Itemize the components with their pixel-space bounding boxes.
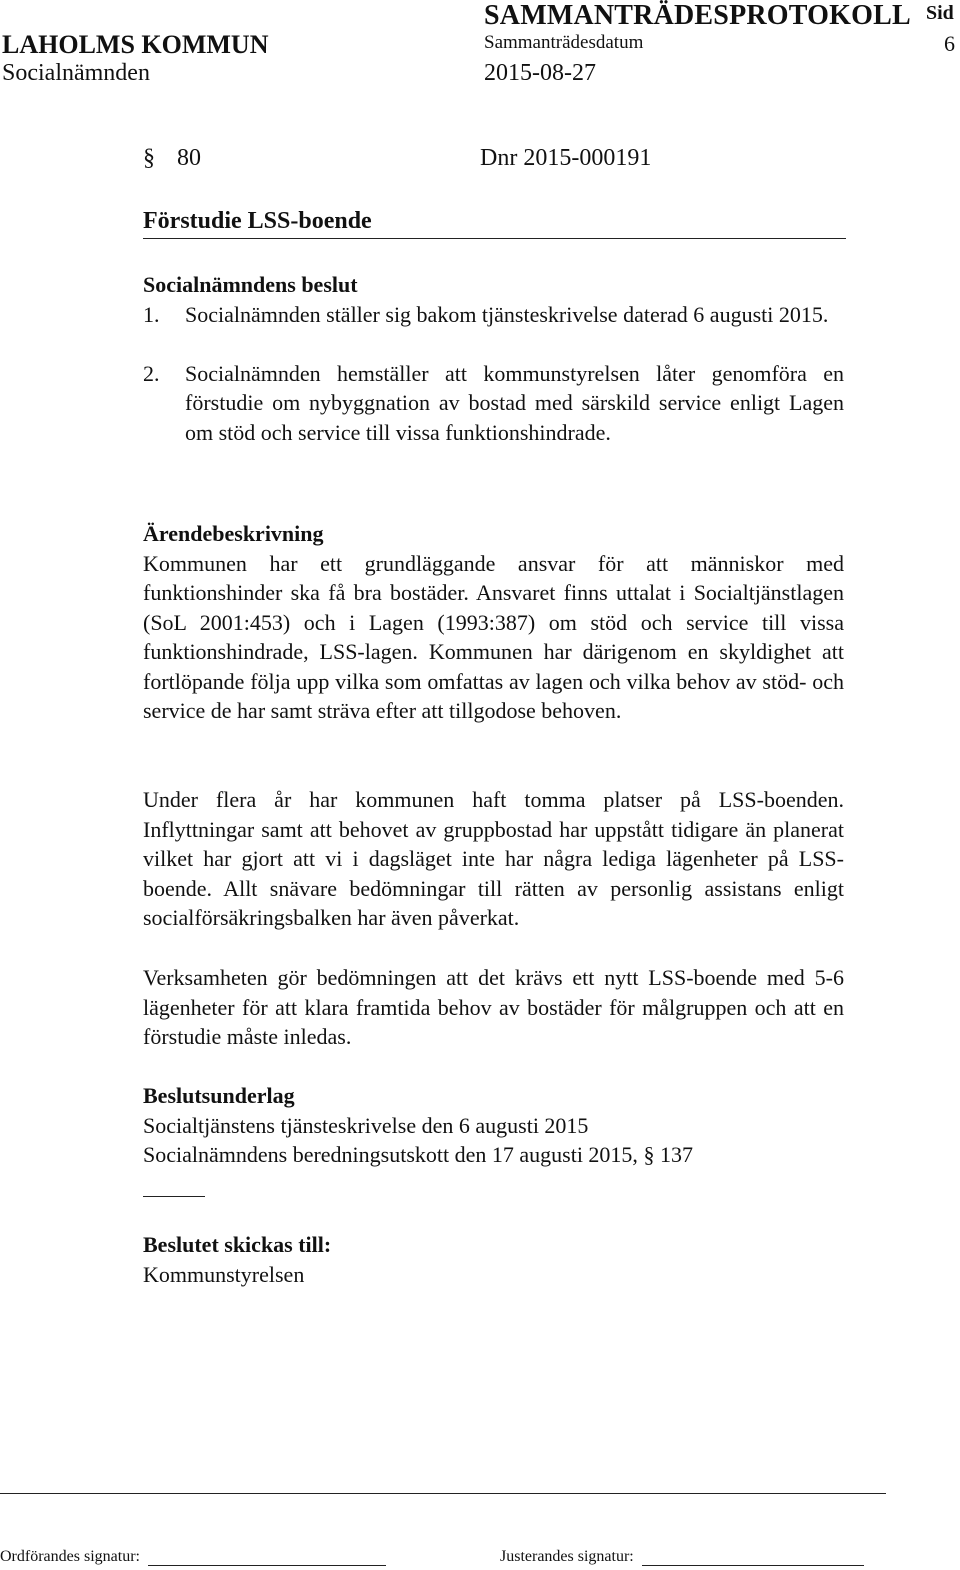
recipients-block (143, 1230, 844, 1289)
decision-item (143, 300, 844, 330)
meeting-date: 2015-08-27 (484, 60, 596, 86)
paragraph-symbol: § (643, 1142, 655, 1167)
document-type-title: SAMMANTRÄDESPROTOKOLL (484, 0, 911, 31)
basis-paragraph-ref: 137 (659, 1142, 693, 1167)
decision-item-text: Socialnämnden hemställer att kommunstyrelsen låter genomföra en förstudie om nybyggnation av bostad med särskild service enligt Lagen om stöd och service till vissa funktionshindrade. (185, 360, 844, 445)
description-heading: Ärendebeskrivning (143, 521, 324, 546)
title-underline (143, 238, 846, 239)
organization-name: LAHOLMS KOMMUN (2, 30, 269, 59)
adjuster-signature (500, 1548, 864, 1566)
decision-item (143, 359, 844, 448)
committee-name: Socialnämnden (2, 60, 150, 86)
description-block-2 (143, 785, 844, 933)
diary-number: Dnr 2015-000191 (480, 145, 652, 171)
recipients-heading: Beslutet skickas till: (143, 1232, 332, 1257)
section-number (143, 145, 201, 172)
description-block-3 (143, 963, 844, 1052)
decision-heading: Socialnämndens beslut (143, 272, 358, 297)
footer-divider (0, 1493, 886, 1494)
decision-block (143, 270, 844, 447)
section-title: Förstudie LSS-boende (143, 208, 372, 234)
basis-block (143, 1081, 844, 1170)
chair-signature-line (148, 1549, 386, 1566)
description-block (143, 519, 844, 726)
section-number-value: 80 (177, 145, 201, 171)
page-number: 6 (944, 31, 955, 56)
short-divider (143, 1196, 205, 1197)
adjuster-signature-line (642, 1549, 864, 1566)
decision-list (143, 300, 844, 448)
recipients-value: Kommunstyrelsen (143, 1261, 305, 1287)
page-label: Sid (926, 2, 954, 24)
basis-line-text: Socialnämndens beredningsutskott den 17 augusti 2015, (143, 1142, 638, 1167)
adjuster-signature-label: Justerandes signatur: (500, 1548, 634, 1565)
paragraph-symbol: § (143, 145, 155, 171)
meeting-date-label: Sammanträdesdatum (484, 32, 644, 53)
basis-line (143, 1140, 844, 1170)
chair-signature (0, 1548, 386, 1566)
decision-item-text: Socialnämnden ställer sig bakom tjänsteskrivelse daterad 6 augusti 2015. (185, 301, 829, 327)
chair-signature-label: Ordförandes signatur: (0, 1548, 140, 1565)
description-paragraph: Kommunen har ett grundläggande ansvar för att människor med funktionshinder ska få bra bostäder. Ansvaret finns uttalat i Socialtjänstlagen (SoL 2001:453) och i Lagen (1993:387) om stöd och service till vissa funktionshindrade, LSS-lagen. Kommunen har därigenom en skyldighet att fortlöpande följa upp vilka som omfattas av lagen och vilka behov av stöd- och service de har samt sträva efter att tillgodose behoven. (143, 550, 844, 723)
description-paragraph: Verksamheten gör bedömningen att det krävs ett nytt LSS-boende med 5-6 lägenheter för att klara framtida behov av bostäder för målgruppen och att en förstudie måste inledas. (143, 965, 844, 1049)
description-paragraph: Under flera år har kommunen haft tomma platser på LSS-boenden. Inflyttningar samt att behovet av gruppbostad har uppstått tidigare än planerat vilket har gjort att vi i dagsläget inte har några lediga lägenheter på LSS-boende. Allt snävare bedömningar till rätten av personlig assistans enligt socialförsäkringsbalken har även påverkat. (143, 787, 844, 930)
decision-item-number: 2. (143, 360, 160, 386)
basis-heading: Beslutsunderlag (143, 1083, 295, 1108)
decision-item-number: 1. (143, 301, 160, 327)
basis-line: Socialtjänstens tjänsteskrivelse den 6 augusti 2015 (143, 1112, 589, 1138)
